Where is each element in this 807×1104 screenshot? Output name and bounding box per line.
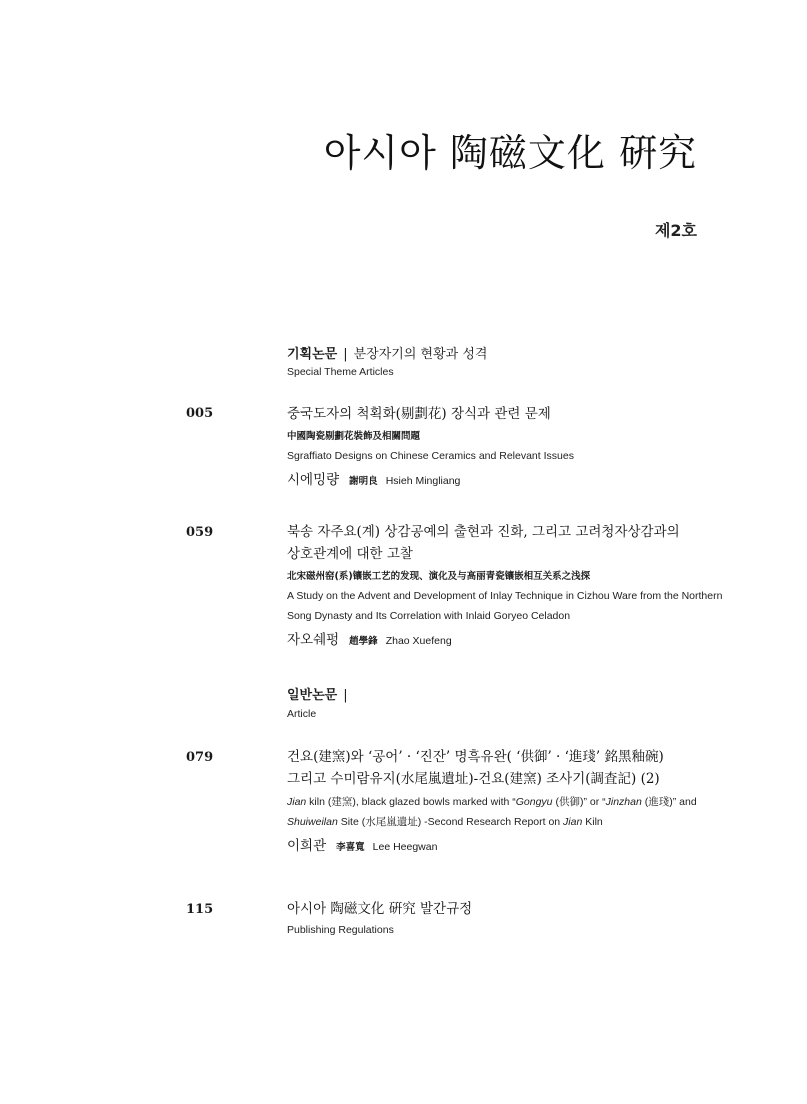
entry-author (287, 628, 707, 653)
section-title: 일반논문 (287, 688, 338, 703)
issue-number: 제2호 (654, 221, 697, 240)
author-chinese: 謝明良 (349, 476, 378, 487)
section-english: Article (287, 708, 317, 720)
section-header-special (287, 343, 487, 362)
section-separator: | (343, 347, 348, 362)
toc-entry[interactable] (287, 403, 707, 493)
author-chinese: 李喜寬 (336, 842, 365, 853)
entry-korean-title: 건요(建窯)와 ‘공어’ · ‘진잔’ 명흑유완( ‘供御’ · ‘進琖’ 銘黑釉碗) (287, 749, 664, 765)
author-english: Hsieh Mingliang (385, 475, 461, 487)
entry-korean-title: 중국도자의 척획화(剔劃花) 장식과 관련 문제 (287, 406, 551, 422)
journal-title: 아시아 陶磁文化 硏究 (323, 131, 697, 175)
entry-english-title: Jian kiln (建窯), black glazed bowls marked with “Gongyu (供御)” or “Jinzhan (進琖)” and (287, 796, 697, 808)
author-english: Zhao Xuefeng (385, 635, 452, 647)
entry-english-title: Publishing Regulations (287, 924, 394, 936)
entry-korean-title: 아시아 陶磁文化 硏究 발간규정 (287, 901, 473, 917)
toc-entry[interactable] (287, 746, 707, 859)
entry-page-number: 079 (186, 750, 214, 765)
entry-english-title: Song Dynasty and Its Correlation with Inlaid Goryeo Celadon (287, 610, 571, 622)
section-separator: | (343, 688, 348, 703)
section-title: 기획논문 (287, 347, 338, 362)
section-header-article (287, 684, 354, 703)
entry-chinese-title: 北宋磁州窑(系)镶嵌工艺的发现、演化及与高丽青瓷镶嵌相互关系之浅探 (287, 571, 591, 582)
section-english: Special Theme Articles (287, 366, 394, 378)
author-chinese: 趙學鋒 (349, 636, 378, 647)
section-subtitle: 분장자기의 현황과 성격 (353, 347, 488, 362)
author-korean: 자오쉐펑 (287, 632, 340, 648)
entry-english-title: Shuiweilan Site (水尾嵐遺址) -Second Research Report on Jian Kiln (287, 816, 603, 828)
toc-entry[interactable] (287, 898, 707, 940)
entry-english-title: A Study on the Advent and Development of Inlay Technique in Cizhou Ware from the Northern (287, 590, 723, 602)
entry-korean-title: 북송 자주요(계) 상감공예의 출현과 진화, 그리고 고려청자상감과의 (287, 524, 680, 540)
entry-author (287, 468, 707, 493)
toc-entry[interactable] (287, 521, 723, 653)
entry-chinese-title: 中國陶瓷剔劃花裝飾及相關問題 (287, 431, 421, 442)
entry-author (287, 834, 707, 859)
author-korean: 이희관 (287, 838, 327, 854)
entry-page-number: 115 (186, 902, 214, 917)
entry-page-number: 059 (186, 525, 214, 540)
author-korean: 시에밍량 (287, 472, 340, 488)
author-english: Lee Heegwan (372, 841, 438, 853)
entry-korean-title: 그리고 수미람유지(水尾嵐遺址)-건요(建窯) 조사기(調査記) (2) (287, 771, 660, 787)
entry-page-number: 005 (186, 406, 214, 421)
entry-english-title: Sgraffiato Designs on Chinese Ceramics and Relevant Issues (287, 450, 574, 462)
entry-korean-title: 상호관계에 대한 고찰 (287, 546, 413, 562)
